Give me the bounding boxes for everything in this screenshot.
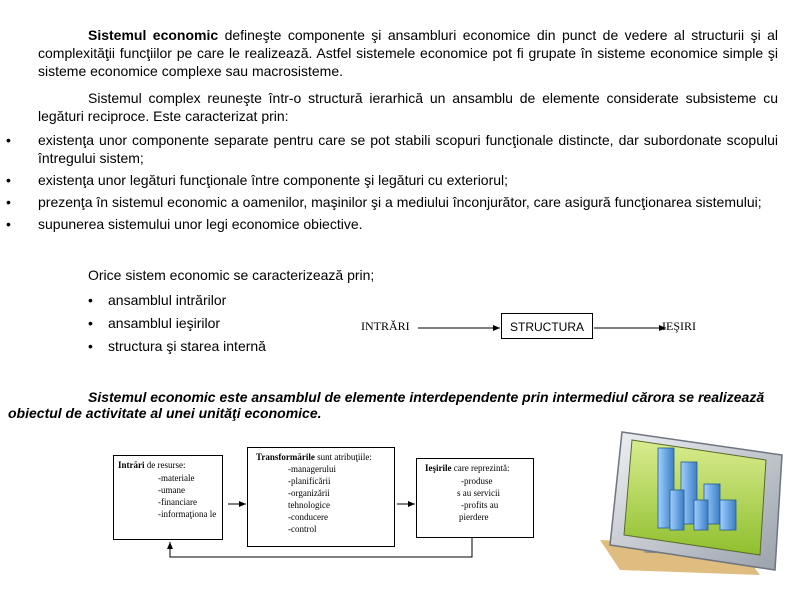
list-item: • prezenţa în sistemul economic a oamenilor, maşinilor şi a mediului înconjurător, care asigură funcţionarea sistemului; — [6, 194, 762, 210]
list-item: • ansamblul intrărilor — [88, 289, 266, 312]
list-item: • structura şi starea internă — [88, 335, 266, 358]
list-item: -profits au — [461, 500, 499, 510]
bullet: • — [6, 132, 11, 148]
list-item: s au servicii — [457, 488, 500, 498]
system-characteristics-intro: Orice sistem economic se caracterizează prin; — [88, 267, 375, 283]
definition-text: Sistemul economic este ansamblul de elemente interdependente prin intermediul cărora se realizează obiectul de activitate al unei unităţi economice. — [8, 389, 765, 421]
paragraph-1-bold: Sistemul economic — [88, 27, 219, 43]
bullet: • — [6, 216, 11, 232]
list-item: -organizării tehnologice — [288, 488, 330, 510]
list-item: -produse — [461, 476, 493, 486]
bullet: • — [88, 315, 93, 331]
inputs-title: Intrări — [118, 460, 145, 470]
list-item: • existenţa unor legături funcţionale între componente şi legături cu exteriorul; — [6, 172, 509, 188]
list-item: -materiale — [158, 473, 195, 483]
list-item: -financiare — [158, 497, 197, 507]
transform-subtitle: sunt atribuţiile: — [314, 452, 372, 462]
flow-input-label: INTRĂRI — [361, 319, 410, 333]
inputs-subtitle: de resurse: — [144, 460, 186, 470]
list-item: -control — [288, 524, 317, 534]
transform-title: Transformările — [256, 452, 315, 462]
bullet: • — [88, 292, 93, 308]
flow-structure-box: STRUCTURA — [501, 313, 593, 339]
bullet: • — [6, 194, 11, 210]
bullet: • — [88, 338, 93, 354]
list-item: -conducere — [288, 512, 328, 522]
list-item: • supunerea sistemului unor legi economice obiective. — [6, 216, 363, 232]
list-item: -managerului — [288, 464, 336, 474]
bullet: • — [6, 172, 11, 188]
paragraph-2: Sistemul complex reuneşte într-o structură ierarhică un ansamblu de elemente considerate subsisteme cu legături reciproce. Este caracterizat prin: — [38, 90, 778, 124]
outputs-subtitle: care reprezintă: — [451, 463, 510, 473]
list-item: • ansamblul ieşirilor — [88, 312, 266, 335]
list-item: -umane — [158, 485, 185, 495]
list-item: • existenţa unor componente separate pentru care se pot stabili scopuri funcţionale distincte, dar subordonate scopului întregului sistem; — [6, 132, 778, 166]
list-item: pierdere — [459, 512, 489, 522]
list-item: -planificării — [288, 476, 331, 486]
flow-output-label: IEŞIRI — [662, 319, 696, 333]
list-item: -informaţiona le — [158, 509, 217, 519]
outputs-title: Ieşirile — [425, 463, 452, 473]
paragraph-1-text: defineşte componente şi ansambluri economice din punct de vedere al structurii şi al complexităţii funcţiilor pe care le realizează. Astfel sistemele economice pot fi grupate în sisteme economice simple şi sisteme economice complexe sau macrosisteme. — [38, 27, 779, 79]
